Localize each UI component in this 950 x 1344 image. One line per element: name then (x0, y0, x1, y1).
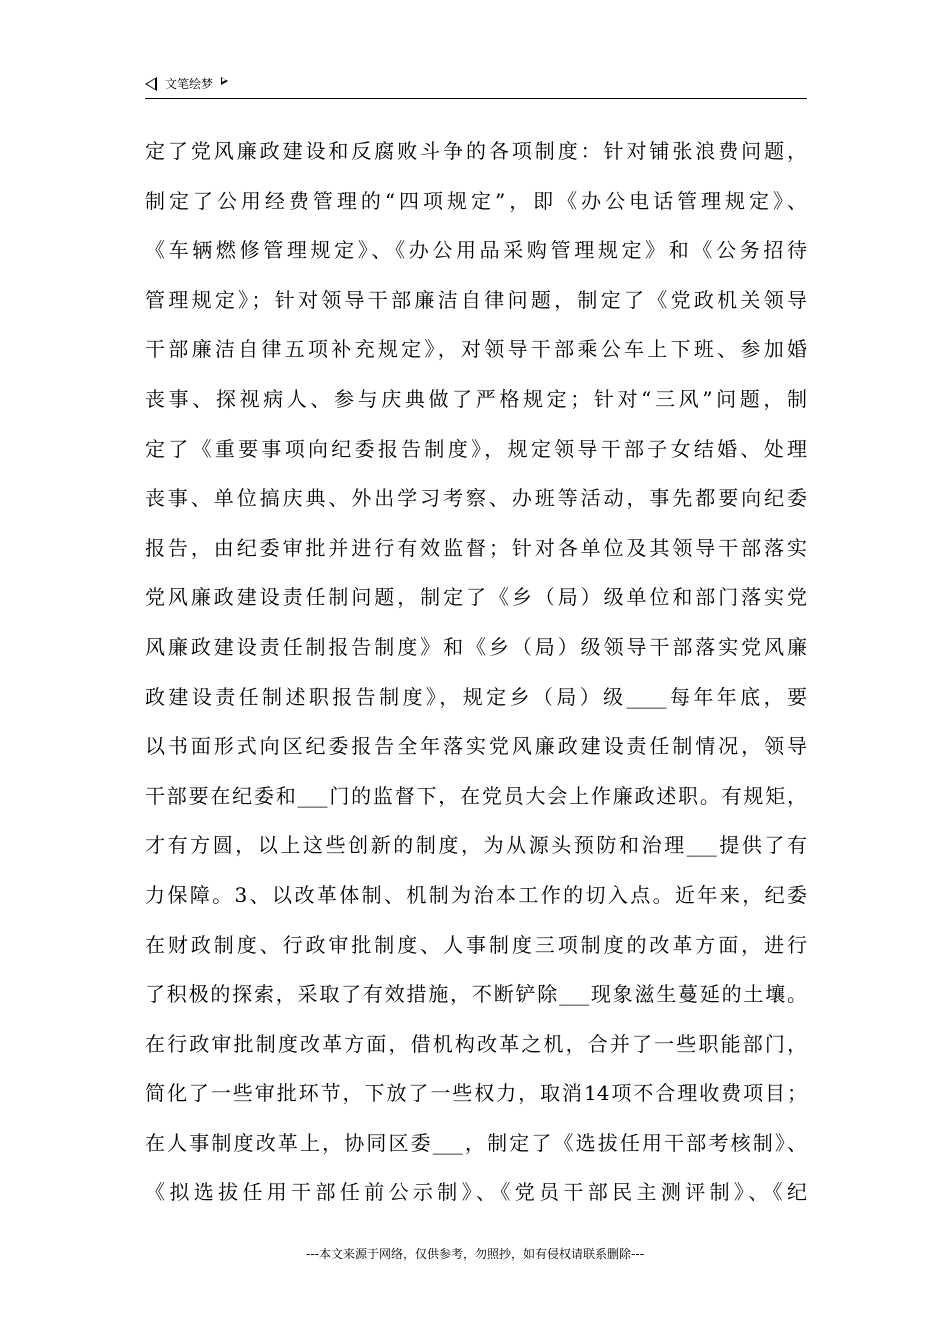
text-line: 才有方圆，以上这些创新的制度，为从源头预防和治理___提供了有 (145, 833, 807, 858)
text-line: 在行政审批制度改革方面，借机构改革之机，合并了一些职能部门， (145, 1031, 807, 1056)
text-line: 在财政制度、行政审批制度、人事制度三项制度的改革方面，进行 (145, 932, 807, 957)
document-body (145, 131, 807, 1222)
text-line: 制定了公用经费管理的“四项规定”，即《办公电话管理规定》、 (145, 188, 807, 213)
text-line: 力保障。3、以改革体制、机制为治本工作的切入点。近年来，纪委 (145, 882, 807, 907)
text-line: 简化了一些审批环节，下放了一些权力，取消14项不合理收费项目； (145, 1081, 807, 1106)
text-line: 在人事制度改革上，协同区委___，制定了《选拔任用干部考核制》、 (145, 1130, 807, 1155)
text-line: 管理规定》；针对领导干部廉洁自律问题，制定了《党政机关领导 (145, 287, 807, 312)
page-header (145, 70, 807, 99)
text-line: 干部要在纪委和___门的监督下，在党员大会上作廉政述职。有规矩， (145, 783, 807, 808)
text-line: 政建设责任制述职报告制度》，规定乡（局）级____每年年底，要 (145, 684, 807, 709)
text-line: 风廉政建设责任制报告制度》和《乡（局）级领导干部落实党风廉 (145, 634, 807, 659)
text-line: 了积极的探索，采取了有效措施，不断铲除___现象滋生蔓延的土壤。 (145, 982, 807, 1007)
triangle-right-icon (221, 77, 228, 85)
text-line: 定了党风廉政建设和反腐败斗争的各项制度：针对铺张浪费问题， (145, 139, 807, 163)
text-line: 丧事、单位搞庆典、外出学习考察、办班等活动，事先都要向纪委 (145, 486, 807, 511)
header-content (145, 75, 228, 92)
text-line: 报告，由纪委审批并进行有效监督；针对各单位及其领导干部落实 (145, 535, 807, 560)
text-line: 以书面形式向区纪委报告全年落实党风廉政建设责任制情况，领导 (145, 734, 807, 759)
text-line: 《拟选拔任用干部任前公示制》、《党员干部民主测评制》、《纪 (145, 1180, 807, 1205)
text-line: 干部廉洁自律五项补充规定》，对领导干部乘公车上下班、参加婚 (145, 337, 807, 362)
text-line: 《车辆燃修管理规定》、《办公用品采购管理规定》和《公务招待 (145, 238, 807, 263)
page-footer: ---本文来源于网络，仅供参考，勿照抄，如有侵权请联系删除--- (306, 1247, 644, 1261)
triangle-left-icon (145, 77, 157, 91)
text-line: 丧事、探视病人、参与庆典做了严格规定；针对“三风”问题，制 (145, 386, 807, 411)
text-line: 党风廉政建设责任制问题，制定了《乡（局）级单位和部门落实党 (145, 585, 807, 610)
text-line: 定了《重要事项向纪委报告制度》，规定领导干部子女结婚、处理 (145, 436, 807, 461)
header-title: 文笔绘梦 (165, 77, 214, 91)
